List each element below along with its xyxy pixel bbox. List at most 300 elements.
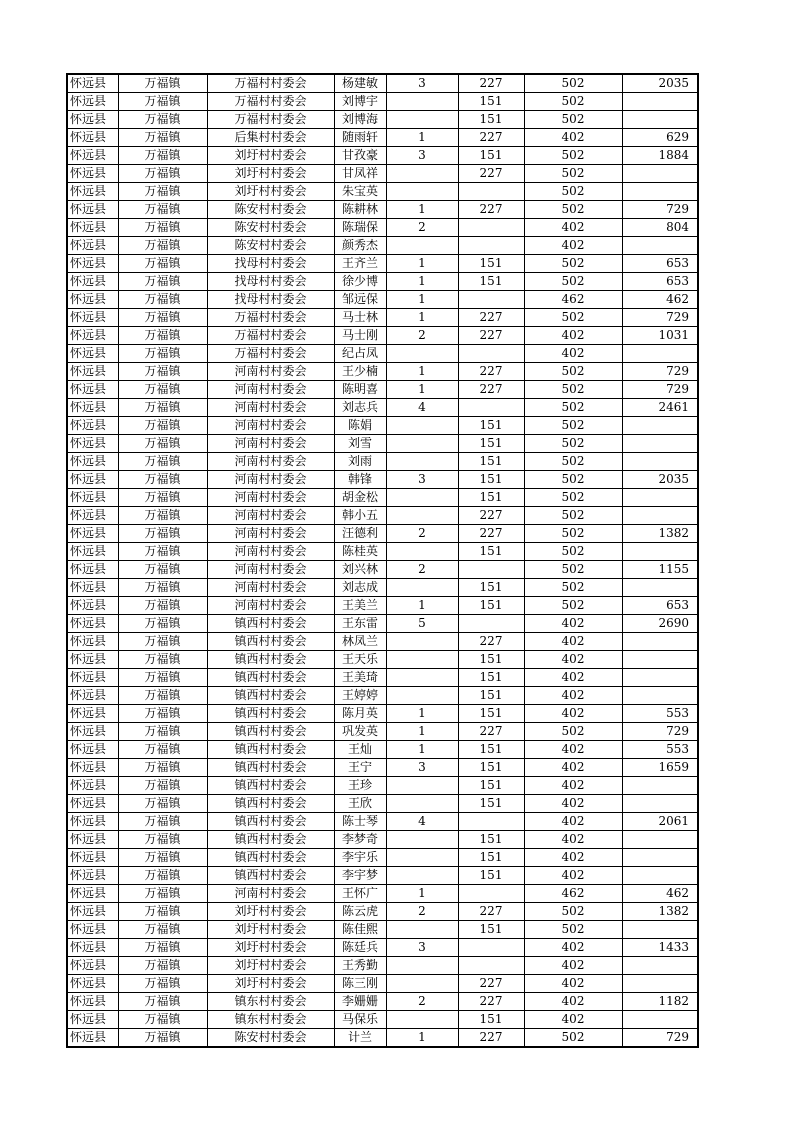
cell-amount-a: 227 (458, 507, 524, 525)
cell-total (622, 867, 698, 885)
cell-count: 1 (386, 129, 458, 147)
cell-count: 3 (386, 74, 458, 93)
cell-count: 1 (386, 381, 458, 399)
cell-amount-b: 402 (524, 957, 622, 975)
cell-county: 怀远县 (67, 705, 118, 723)
cell-town: 万福镇 (118, 417, 207, 435)
cell-amount-b: 402 (524, 327, 622, 345)
cell-amount-a: 151 (458, 777, 524, 795)
cell-town: 万福镇 (118, 993, 207, 1011)
cell-village: 镇西村村委会 (207, 687, 334, 705)
cell-town: 万福镇 (118, 309, 207, 327)
cell-name: 王少楠 (334, 363, 386, 381)
cell-count (386, 669, 458, 687)
table-row (67, 525, 698, 543)
cell-amount-b: 502 (524, 309, 622, 327)
cell-count: 3 (386, 471, 458, 489)
cell-count: 1 (386, 309, 458, 327)
cell-county: 怀远县 (67, 237, 118, 255)
cell-amount-b: 502 (524, 561, 622, 579)
cell-total (622, 453, 698, 471)
cell-village: 万福村村委会 (207, 327, 334, 345)
cell-village: 镇西村村委会 (207, 615, 334, 633)
cell-total: 1433 (622, 939, 698, 957)
cell-amount-b: 502 (524, 111, 622, 129)
cell-village: 刘圩村村委会 (207, 165, 334, 183)
cell-town: 万福镇 (118, 687, 207, 705)
cell-county: 怀远县 (67, 543, 118, 561)
cell-town: 万福镇 (118, 705, 207, 723)
table-row (67, 93, 698, 111)
cell-amount-a (458, 399, 524, 417)
cell-town: 万福镇 (118, 921, 207, 939)
cell-count: 1 (386, 201, 458, 219)
cell-town: 万福镇 (118, 597, 207, 615)
cell-name: 马士林 (334, 309, 386, 327)
cell-amount-a: 151 (458, 543, 524, 561)
cell-village: 找母村村委会 (207, 273, 334, 291)
cell-amount-a: 227 (458, 165, 524, 183)
table-row (67, 327, 698, 345)
cell-county: 怀远县 (67, 741, 118, 759)
cell-county: 怀远县 (67, 507, 118, 525)
cell-county: 怀远县 (67, 74, 118, 93)
cell-count: 1 (386, 885, 458, 903)
cell-county: 怀远县 (67, 633, 118, 651)
cell-total: 653 (622, 255, 698, 273)
cell-village: 镇东村村委会 (207, 1011, 334, 1029)
cell-town: 万福镇 (118, 435, 207, 453)
cell-town: 万福镇 (118, 201, 207, 219)
cell-count (386, 93, 458, 111)
cell-name: 陈月英 (334, 705, 386, 723)
cell-county: 怀远县 (67, 381, 118, 399)
cell-county: 怀远县 (67, 597, 118, 615)
cell-amount-a: 151 (458, 1011, 524, 1029)
cell-county: 怀远县 (67, 921, 118, 939)
cell-total: 1382 (622, 525, 698, 543)
table-row (67, 453, 698, 471)
cell-county: 怀远县 (67, 723, 118, 741)
cell-count: 1 (386, 597, 458, 615)
cell-amount-a: 227 (458, 903, 524, 921)
cell-total (622, 183, 698, 201)
cell-village: 镇西村村委会 (207, 741, 334, 759)
table-row (67, 795, 698, 813)
cell-town: 万福镇 (118, 813, 207, 831)
cell-village: 河南村村委会 (207, 453, 334, 471)
cell-town: 万福镇 (118, 525, 207, 543)
cell-amount-a (458, 561, 524, 579)
cell-town: 万福镇 (118, 327, 207, 345)
cell-name: 刘雪 (334, 435, 386, 453)
table-row (67, 471, 698, 489)
cell-amount-b: 402 (524, 777, 622, 795)
cell-name: 刘志成 (334, 579, 386, 597)
cell-count: 1 (386, 741, 458, 759)
cell-name: 林凤兰 (334, 633, 386, 651)
table-row (67, 219, 698, 237)
cell-total (622, 417, 698, 435)
cell-county: 怀远县 (67, 219, 118, 237)
cell-village: 镇东村村委会 (207, 993, 334, 1011)
cell-count (386, 453, 458, 471)
cell-county: 怀远县 (67, 993, 118, 1011)
cell-amount-a: 227 (458, 381, 524, 399)
cell-count: 3 (386, 759, 458, 777)
cell-total (622, 849, 698, 867)
cell-town: 万福镇 (118, 759, 207, 777)
cell-name: 李姗姗 (334, 993, 386, 1011)
cell-amount-b: 402 (524, 939, 622, 957)
cell-amount-a: 151 (458, 795, 524, 813)
table-row (67, 201, 698, 219)
cell-town: 万福镇 (118, 957, 207, 975)
cell-amount-b: 502 (524, 543, 622, 561)
cell-name: 王秀勤 (334, 957, 386, 975)
cell-town: 万福镇 (118, 669, 207, 687)
cell-town: 万福镇 (118, 74, 207, 93)
cell-name: 陈娟 (334, 417, 386, 435)
cell-total: 1884 (622, 147, 698, 165)
cell-amount-a: 151 (458, 831, 524, 849)
cell-name: 王宁 (334, 759, 386, 777)
cell-total: 1031 (622, 327, 698, 345)
cell-county: 怀远县 (67, 147, 118, 165)
cell-total (622, 111, 698, 129)
cell-amount-b: 402 (524, 741, 622, 759)
cell-amount-b: 402 (524, 795, 622, 813)
cell-total (622, 687, 698, 705)
cell-village: 后集村村委会 (207, 129, 334, 147)
cell-county: 怀远县 (67, 813, 118, 831)
cell-name: 王美兰 (334, 597, 386, 615)
cell-amount-a: 151 (458, 453, 524, 471)
cell-county: 怀远县 (67, 129, 118, 147)
table-row (67, 435, 698, 453)
cell-amount-a: 227 (458, 975, 524, 993)
table-row (67, 849, 698, 867)
cell-total: 2035 (622, 74, 698, 93)
table-row (67, 615, 698, 633)
table-row (67, 489, 698, 507)
cell-name: 陈廷兵 (334, 939, 386, 957)
cell-county: 怀远县 (67, 669, 118, 687)
cell-count (386, 183, 458, 201)
cell-village: 镇西村村委会 (207, 777, 334, 795)
cell-count (386, 795, 458, 813)
cell-amount-b: 502 (524, 471, 622, 489)
cell-county: 怀远县 (67, 453, 118, 471)
table-row (67, 975, 698, 993)
cell-village: 刘圩村村委会 (207, 975, 334, 993)
cell-town: 万福镇 (118, 903, 207, 921)
cell-count: 1 (386, 1029, 458, 1048)
cell-count (386, 957, 458, 975)
cell-name: 巩发英 (334, 723, 386, 741)
table-row (67, 993, 698, 1011)
table-row (67, 633, 698, 651)
cell-count: 1 (386, 255, 458, 273)
cell-count (386, 165, 458, 183)
cell-total (622, 345, 698, 363)
cell-county: 怀远县 (67, 831, 118, 849)
cell-count: 2 (386, 525, 458, 543)
table-row (67, 399, 698, 417)
cell-amount-b: 502 (524, 489, 622, 507)
cell-county: 怀远县 (67, 849, 118, 867)
cell-town: 万福镇 (118, 579, 207, 597)
cell-total (622, 1011, 698, 1029)
cell-name: 王灿 (334, 741, 386, 759)
cell-amount-b: 402 (524, 687, 622, 705)
cell-village: 河南村村委会 (207, 399, 334, 417)
cell-amount-b: 402 (524, 129, 622, 147)
cell-amount-b: 502 (524, 201, 622, 219)
cell-count (386, 975, 458, 993)
cell-town: 万福镇 (118, 615, 207, 633)
table-row (67, 507, 698, 525)
cell-town: 万福镇 (118, 867, 207, 885)
cell-name: 刘志兵 (334, 399, 386, 417)
table-row (67, 1011, 698, 1029)
cell-amount-b: 402 (524, 831, 622, 849)
cell-county: 怀远县 (67, 201, 118, 219)
table-row (67, 741, 698, 759)
table-row (67, 651, 698, 669)
cell-amount-a: 227 (458, 993, 524, 1011)
cell-county: 怀远县 (67, 885, 118, 903)
cell-village: 河南村村委会 (207, 543, 334, 561)
cell-name: 汪德利 (334, 525, 386, 543)
cell-county: 怀远县 (67, 759, 118, 777)
cell-county: 怀远县 (67, 867, 118, 885)
cell-total: 729 (622, 1029, 698, 1048)
cell-total (622, 669, 698, 687)
cell-name: 王欣 (334, 795, 386, 813)
cell-town: 万福镇 (118, 777, 207, 795)
cell-name: 王怀广 (334, 885, 386, 903)
cell-name: 刘兴林 (334, 561, 386, 579)
cell-amount-a: 151 (458, 471, 524, 489)
cell-name: 王天乐 (334, 651, 386, 669)
cell-total: 729 (622, 309, 698, 327)
cell-count: 1 (386, 705, 458, 723)
cell-amount-b: 502 (524, 453, 622, 471)
table-row (67, 957, 698, 975)
table-row (67, 363, 698, 381)
cell-total: 653 (622, 273, 698, 291)
cell-amount-b: 502 (524, 903, 622, 921)
cell-count: 5 (386, 615, 458, 633)
cell-total: 653 (622, 597, 698, 615)
cell-town: 万福镇 (118, 543, 207, 561)
cell-county: 怀远县 (67, 435, 118, 453)
cell-village: 河南村村委会 (207, 507, 334, 525)
cell-amount-b: 462 (524, 291, 622, 309)
cell-village: 河南村村委会 (207, 597, 334, 615)
cell-village: 镇西村村委会 (207, 669, 334, 687)
cell-total (622, 579, 698, 597)
cell-total: 1382 (622, 903, 698, 921)
cell-count: 3 (386, 939, 458, 957)
table-row (67, 309, 698, 327)
cell-count (386, 237, 458, 255)
cell-village: 镇西村村委会 (207, 849, 334, 867)
cell-amount-b: 402 (524, 867, 622, 885)
cell-name: 陈耕林 (334, 201, 386, 219)
cell-amount-b: 402 (524, 669, 622, 687)
cell-amount-b: 502 (524, 507, 622, 525)
table-row (67, 885, 698, 903)
cell-total (622, 435, 698, 453)
table-row (67, 543, 698, 561)
cell-amount-b: 402 (524, 615, 622, 633)
cell-name: 徐少博 (334, 273, 386, 291)
cell-amount-a (458, 939, 524, 957)
cell-town: 万福镇 (118, 219, 207, 237)
cell-name: 王美琦 (334, 669, 386, 687)
cell-village: 河南村村委会 (207, 525, 334, 543)
cell-amount-a: 227 (458, 74, 524, 93)
cell-amount-b: 502 (524, 363, 622, 381)
table-row (67, 759, 698, 777)
cell-total: 729 (622, 723, 698, 741)
cell-amount-a: 227 (458, 201, 524, 219)
cell-name: 刘博宇 (334, 93, 386, 111)
cell-town: 万福镇 (118, 147, 207, 165)
cell-village: 万福村村委会 (207, 74, 334, 93)
cell-county: 怀远县 (67, 525, 118, 543)
cell-village: 镇西村村委会 (207, 759, 334, 777)
table-row (67, 381, 698, 399)
cell-total: 2061 (622, 813, 698, 831)
cell-village: 河南村村委会 (207, 381, 334, 399)
cell-total (622, 795, 698, 813)
cell-county: 怀远县 (67, 1011, 118, 1029)
cell-town: 万福镇 (118, 885, 207, 903)
cell-amount-b: 502 (524, 381, 622, 399)
cell-town: 万福镇 (118, 849, 207, 867)
cell-amount-b: 502 (524, 1029, 622, 1048)
cell-total: 1155 (622, 561, 698, 579)
cell-total (622, 957, 698, 975)
cell-village: 陈安村村委会 (207, 219, 334, 237)
cell-amount-b: 502 (524, 255, 622, 273)
cell-county: 怀远县 (67, 957, 118, 975)
cell-amount-b: 502 (524, 525, 622, 543)
table-row (67, 111, 698, 129)
cell-total: 729 (622, 201, 698, 219)
cell-town: 万福镇 (118, 939, 207, 957)
cell-name: 王东雷 (334, 615, 386, 633)
cell-county: 怀远县 (67, 111, 118, 129)
table-row (67, 597, 698, 615)
cell-name: 陈桂英 (334, 543, 386, 561)
cell-town: 万福镇 (118, 183, 207, 201)
cell-amount-a: 227 (458, 309, 524, 327)
cell-village: 刘圩村村委会 (207, 921, 334, 939)
cell-total: 1659 (622, 759, 698, 777)
cell-amount-a: 151 (458, 597, 524, 615)
cell-amount-a: 151 (458, 651, 524, 669)
table-row (67, 183, 698, 201)
table-row (67, 273, 698, 291)
cell-amount-b: 402 (524, 813, 622, 831)
cell-amount-b: 502 (524, 183, 622, 201)
cell-town: 万福镇 (118, 93, 207, 111)
cell-amount-a: 151 (458, 921, 524, 939)
cell-total: 2461 (622, 399, 698, 417)
cell-total (622, 165, 698, 183)
cell-town: 万福镇 (118, 165, 207, 183)
table-row (67, 939, 698, 957)
cell-name: 朱宝英 (334, 183, 386, 201)
cell-name: 陈瑞保 (334, 219, 386, 237)
cell-amount-b: 402 (524, 633, 622, 651)
cell-amount-a (458, 291, 524, 309)
cell-town: 万福镇 (118, 831, 207, 849)
table-row (67, 687, 698, 705)
cell-amount-b: 402 (524, 975, 622, 993)
cell-amount-a (458, 237, 524, 255)
cell-amount-a: 227 (458, 129, 524, 147)
cell-village: 万福村村委会 (207, 111, 334, 129)
cell-name: 杨建敏 (334, 74, 386, 93)
cell-count (386, 777, 458, 795)
cell-county: 怀远县 (67, 561, 118, 579)
table-row (67, 723, 698, 741)
cell-amount-a (458, 885, 524, 903)
cell-town: 万福镇 (118, 255, 207, 273)
cell-amount-a: 227 (458, 1029, 524, 1048)
cell-name: 邹远保 (334, 291, 386, 309)
table-row (67, 255, 698, 273)
cell-name: 甘孜豪 (334, 147, 386, 165)
cell-count (386, 345, 458, 363)
cell-name: 陈佳熙 (334, 921, 386, 939)
cell-count (386, 633, 458, 651)
cell-amount-a: 151 (458, 867, 524, 885)
cell-village: 刘圩村村委会 (207, 183, 334, 201)
cell-count: 4 (386, 399, 458, 417)
cell-village: 万福村村委会 (207, 345, 334, 363)
cell-amount-b: 402 (524, 237, 622, 255)
cell-amount-a: 151 (458, 273, 524, 291)
cell-count: 1 (386, 291, 458, 309)
cell-village: 河南村村委会 (207, 561, 334, 579)
cell-village: 刘圩村村委会 (207, 147, 334, 165)
cell-count (386, 867, 458, 885)
cell-county: 怀远县 (67, 903, 118, 921)
cell-count (386, 579, 458, 597)
cell-village: 镇西村村委会 (207, 651, 334, 669)
cell-amount-a: 151 (458, 579, 524, 597)
table-row (67, 345, 698, 363)
cell-name: 随雨轩 (334, 129, 386, 147)
cell-amount-a: 151 (458, 111, 524, 129)
cell-county: 怀远县 (67, 309, 118, 327)
table-row (67, 669, 698, 687)
cell-amount-b: 502 (524, 597, 622, 615)
cell-amount-b: 402 (524, 759, 622, 777)
cell-amount-b: 402 (524, 219, 622, 237)
cell-village: 陈安村村委会 (207, 201, 334, 219)
cell-town: 万福镇 (118, 111, 207, 129)
cell-name: 刘雨 (334, 453, 386, 471)
cell-village: 找母村村委会 (207, 255, 334, 273)
cell-amount-a (458, 219, 524, 237)
